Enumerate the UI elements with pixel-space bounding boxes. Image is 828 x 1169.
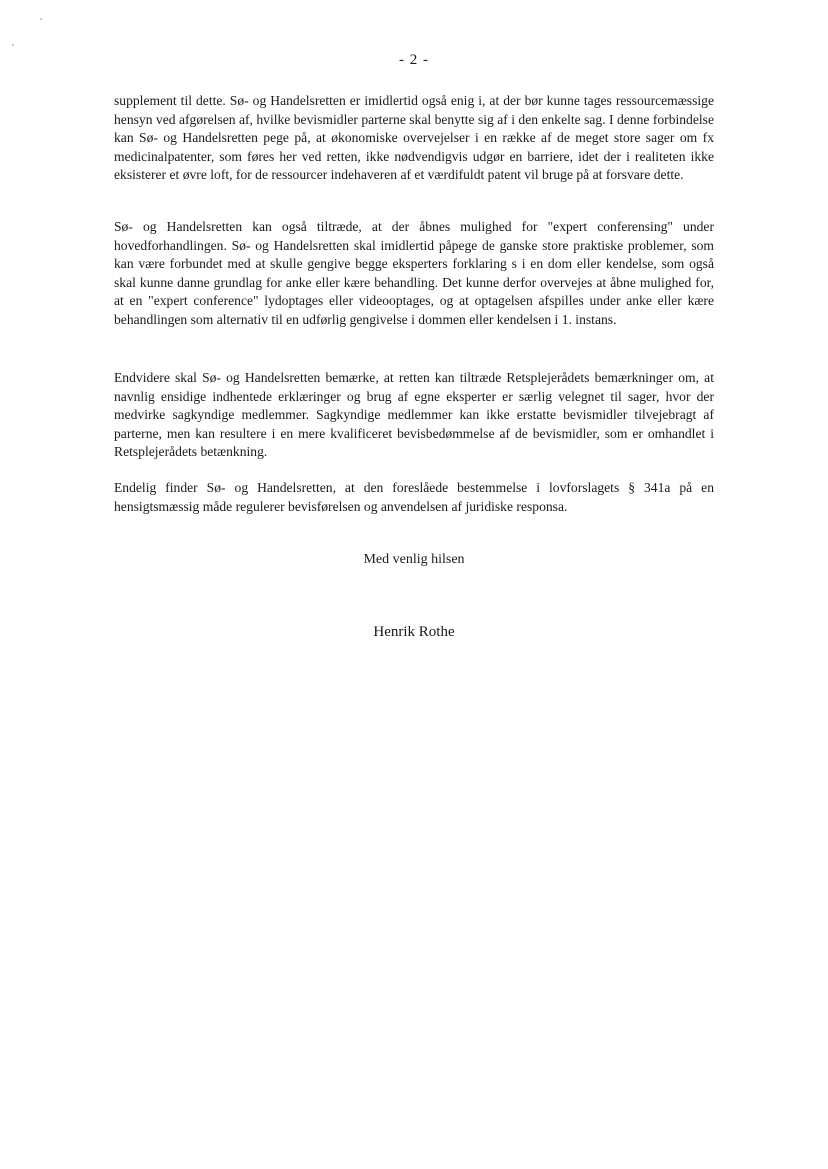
signature-name: Henrik Rothe (373, 624, 455, 640)
scan-speck (12, 44, 14, 46)
paragraph-4: Endelig finder Sø- og Handelsretten, at den foreslåede bestemmelse i lovforslagets § 341a på en hensigtsmæssig måde regulerer bevisførelsen og anvendelsen af juridiske responsa. (114, 480, 714, 514)
scan-speck (40, 18, 42, 20)
paragraph-3: Endvidere skal Sø- og Handelsretten bemærke, at retten kan tiltræde Retsplejerådets bemærkninger om, at navnlig ensidige indhentede erklæringer og brug af egne eksperter er særlig velegnet til sager, hvor der medvirke sagkyndige medlemmer. Sagkyndige medlemmer kan ikke erstatte bevismidler tilvejebragt af parterne, men kan resultere i en mere kvalificeret bevisbedømmelse af de bevismidler, som er omhandlet i Retsplejerådets betænkning. (114, 370, 714, 460)
closing-greeting: Med venlig hilsen (363, 552, 465, 567)
paragraph-2: Sø- og Handelsretten kan også tiltræde, at der åbnes mulighed for "expert conferensing" under hovedforhandlingen. Sø- og Handelsretten skal imidlertid påpege de ganske store praktiske problemer, som kan være forbundet med at skulle gengive begge eksperters forklaring s i en dom eller kendelse, som også skal kunne danne grundlag for anke eller kære behandling. Det kunne derfor overvejes at åbne mulighed for, at en "expert conference" lydoptages eller videooptages, og at optagelsen afspilles under anke eller kære behandlingen som alternativ til en udførlig gengivelse i dommen eller kendelsen i 1. instans. (114, 219, 714, 327)
page-number: - 2 - (399, 52, 429, 68)
paragraph-1: supplement til dette. Sø- og Handelsretten er imidlertid også enig i, at der bør kunne tages ressourcemæssige hensyn ved afgørelsen af, hvilke bevismidler parterne skal benytte sig af i den enkelte sag. I denne forbindelse kan Sø- og Handelsretten pege på, at økonomiske overvejelser i en række af de meget store sager om fx medicinalpatenter, som føres her ved retten, ikke nødvendigvis udgør en barriere, idet der i realiteten ikke eksisterer et øvre loft, for de ressourcer indehaveren af et værdifuldt patent vil bruge på at forsvare dette. (114, 93, 714, 183)
